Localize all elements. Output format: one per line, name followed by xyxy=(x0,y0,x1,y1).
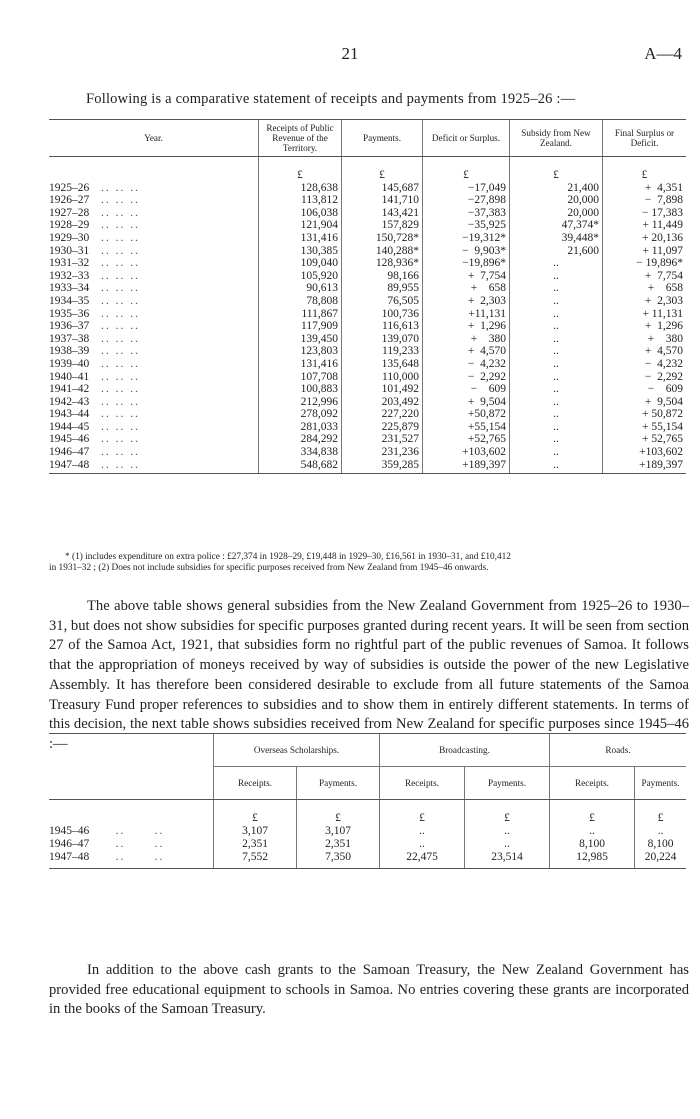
receipts-cell: 131,416 xyxy=(259,358,342,371)
deficit-cell: −17,049 xyxy=(423,182,510,195)
payments-cell: 100,736 xyxy=(342,308,423,321)
subsidy-cell: .. xyxy=(510,371,603,384)
final-cell: + 11,097 xyxy=(603,245,687,258)
footnote-line: * (1) includes expenditure on extra police : £27,374 in 1928–29, £19,448 in 1929–30, £16,561 in 1930–31, and £10,412 xyxy=(65,552,511,562)
subheader-payments: Payments. xyxy=(297,767,380,800)
unit-cell: £ xyxy=(214,800,297,826)
subsidy-cell: 21,400 xyxy=(510,182,603,195)
year-label: 1945–46 xyxy=(49,825,90,837)
value-cell: 2,351 xyxy=(297,838,380,851)
final-cell: + 52,765 xyxy=(603,433,687,446)
header-year-blank xyxy=(49,734,214,800)
leader-dots: .. .. .. xyxy=(101,420,140,433)
receipts-cell: 131,416 xyxy=(259,232,342,245)
paragraph-subsidies xyxy=(49,597,689,755)
table-row xyxy=(49,282,686,295)
payments-cell: 157,829 xyxy=(342,219,423,232)
table-row xyxy=(49,320,686,333)
payments-cell: 143,421 xyxy=(342,207,423,220)
leader-dots: .. .. .. xyxy=(101,383,140,396)
receipts-cell: 281,033 xyxy=(259,421,342,434)
table-group-header-row xyxy=(49,734,686,767)
deficit-cell: + 4,570 xyxy=(423,345,510,358)
year-cell xyxy=(49,345,259,358)
leader-dots: .. .. .. xyxy=(101,282,140,295)
value-cell: 3,107 xyxy=(214,825,297,838)
subsidy-cell: .. xyxy=(510,320,603,333)
subsidy-cell: .. xyxy=(510,421,603,434)
year-cell xyxy=(49,257,259,270)
final-cell: + 50,872 xyxy=(603,408,687,421)
payments-cell: 359,285 xyxy=(342,459,423,474)
year-label: 1934–35 xyxy=(49,294,90,307)
receipts-cell: 90,613 xyxy=(259,282,342,295)
header-group-scholarships: Overseas Scholarships. xyxy=(214,734,380,767)
year-cell xyxy=(49,333,259,346)
leader-dots: .. .. .. xyxy=(101,181,140,194)
header-final: Final Surplus or Deficit. xyxy=(603,120,687,157)
leader-dots: .. .. xyxy=(101,838,165,850)
deficit-cell: + 1,296 xyxy=(423,320,510,333)
payments-cell: 231,236 xyxy=(342,446,423,459)
year-label: 1935–36 xyxy=(49,307,90,320)
year-cell xyxy=(49,433,259,446)
receipts-cell: 105,920 xyxy=(259,270,342,283)
table-row xyxy=(49,396,686,409)
year-label: 1937–38 xyxy=(49,332,90,345)
deficit-cell: +55,154 xyxy=(423,421,510,434)
leader-dots: .. .. xyxy=(101,851,165,863)
payments-cell: 203,492 xyxy=(342,396,423,409)
receipts-cell: 113,812 xyxy=(259,194,342,207)
subheader-receipts: Receipts. xyxy=(380,767,465,800)
table-row xyxy=(49,446,686,459)
header-group-roads: Roads. xyxy=(550,734,687,767)
deficit-cell: −37,383 xyxy=(423,207,510,220)
final-cell: + 11,131 xyxy=(603,308,687,321)
unit-cell xyxy=(49,157,259,182)
table-row xyxy=(49,433,686,446)
year-label: 1930–31 xyxy=(49,244,90,257)
deficit-cell: −19,312* xyxy=(423,232,510,245)
leader-dots: .. .. .. xyxy=(101,357,140,370)
year-label: 1927–28 xyxy=(49,206,90,219)
final-cell: − 17,383 xyxy=(603,207,687,220)
value-cell: .. xyxy=(550,825,635,838)
payments-cell: 89,955 xyxy=(342,282,423,295)
table-row xyxy=(49,421,686,434)
final-cell: + 9,504 xyxy=(603,396,687,409)
receipts-cell: 334,838 xyxy=(259,446,342,459)
subsidy-cell: 47,374* xyxy=(510,219,603,232)
year-cell xyxy=(49,358,259,371)
subsidy-cell: .. xyxy=(510,446,603,459)
deficit-cell: − 609 xyxy=(423,383,510,396)
value-cell: 20,224 xyxy=(635,851,687,869)
year-cell xyxy=(49,232,259,245)
unit-row xyxy=(49,800,686,826)
receipts-cell: 139,450 xyxy=(259,333,342,346)
payments-cell: 128,936* xyxy=(342,257,423,270)
table-row xyxy=(49,182,686,195)
unit-cell: £ xyxy=(342,157,423,182)
year-label: 1928–29 xyxy=(49,219,90,232)
payments-cell: 119,233 xyxy=(342,345,423,358)
value-cell: 22,475 xyxy=(380,851,465,869)
value-cell: 2,351 xyxy=(214,838,297,851)
year-cell xyxy=(49,371,259,384)
year-label: 1936–37 xyxy=(49,320,90,333)
deficit-cell: − 9,903* xyxy=(423,245,510,258)
header-payments: Payments. xyxy=(342,120,423,157)
leader-dots: .. .. .. xyxy=(101,257,140,270)
final-cell: − 19,896* xyxy=(603,257,687,270)
table-row xyxy=(49,825,686,838)
payments-cell: 140,288* xyxy=(342,245,423,258)
subsidy-cell: 20,000 xyxy=(510,194,603,207)
table-row xyxy=(49,345,686,358)
value-cell: .. xyxy=(380,825,465,838)
value-cell: .. xyxy=(635,825,687,838)
value-cell: 12,985 xyxy=(550,851,635,869)
final-cell: + 2,303 xyxy=(603,295,687,308)
leader-dots: .. .. .. xyxy=(101,231,140,244)
header-deficit: Deficit or Surplus. xyxy=(423,120,510,157)
final-cell: + 4,351 xyxy=(603,182,687,195)
final-cell: +103,602 xyxy=(603,446,687,459)
year-cell xyxy=(49,838,214,851)
year-label: 1941–42 xyxy=(49,383,90,396)
year-cell xyxy=(49,408,259,421)
year-label: 1946–47 xyxy=(49,446,90,459)
subsidy-cell: .. xyxy=(510,257,603,270)
subsidy-cell: 20,000 xyxy=(510,207,603,220)
leader-dots: .. .. .. xyxy=(101,244,140,257)
subsidy-cell: 21,600 xyxy=(510,245,603,258)
subsidy-cell: .. xyxy=(510,308,603,321)
header-year: Year. xyxy=(49,120,259,157)
deficit-cell: + 9,504 xyxy=(423,396,510,409)
year-cell xyxy=(49,825,214,838)
header-subsidy: Subsidy from New Zealand. xyxy=(510,120,603,157)
deficit-cell: +50,872 xyxy=(423,408,510,421)
deficit-cell: + 2,303 xyxy=(423,295,510,308)
final-cell: − 2,292 xyxy=(603,371,687,384)
final-cell: + 55,154 xyxy=(603,421,687,434)
final-cell: + 7,754 xyxy=(603,270,687,283)
receipts-cell: 123,803 xyxy=(259,345,342,358)
leader-dots: .. .. .. xyxy=(101,433,140,446)
receipts-cell: 100,883 xyxy=(259,383,342,396)
final-cell: + 1,296 xyxy=(603,320,687,333)
year-cell xyxy=(49,207,259,220)
final-cell: + 380 xyxy=(603,333,687,346)
receipts-cell: 284,292 xyxy=(259,433,342,446)
table-row xyxy=(49,232,686,245)
deficit-cell: + 7,754 xyxy=(423,270,510,283)
unit-cell: £ xyxy=(297,800,380,826)
leader-dots: .. .. .. xyxy=(101,194,140,207)
deficit-cell: +11,131 xyxy=(423,308,510,321)
table-row xyxy=(49,333,686,346)
document-reference: A—4 xyxy=(644,44,682,63)
subsidy-cell: .. xyxy=(510,396,603,409)
deficit-cell: −27,898 xyxy=(423,194,510,207)
final-cell: +189,397 xyxy=(603,459,687,474)
paragraph-text: In addition to the above cash grants to the Samoan Treasury, the New Zealand Government has provided free educational equipment to schools in Samoa. No entries covering these grants are incorporated in the books of the Samoan Treasury. xyxy=(49,962,689,1018)
value-cell: .. xyxy=(465,838,550,851)
deficit-cell: + 658 xyxy=(423,282,510,295)
year-cell xyxy=(49,459,259,474)
subsidy-cell: 39,448* xyxy=(510,232,603,245)
unit-cell: £ xyxy=(465,800,550,826)
payments-cell: 101,492 xyxy=(342,383,423,396)
receipts-cell: 130,385 xyxy=(259,245,342,258)
payments-cell: 145,687 xyxy=(342,182,423,195)
deficit-cell: − 4,232 xyxy=(423,358,510,371)
subheader-receipts: Receipts. xyxy=(550,767,635,800)
receipts-cell: 212,996 xyxy=(259,396,342,409)
payments-cell: 135,648 xyxy=(342,358,423,371)
year-label: 1931–32 xyxy=(49,257,90,270)
final-cell: − 4,232 xyxy=(603,358,687,371)
year-label: 1926–27 xyxy=(49,194,90,207)
year-cell xyxy=(49,320,259,333)
year-label: 1945–46 xyxy=(49,433,90,446)
table-row xyxy=(49,838,686,851)
year-label: 1932–33 xyxy=(49,269,90,282)
year-cell xyxy=(49,396,259,409)
leader-dots: .. .. .. xyxy=(101,307,140,320)
leader-dots: .. .. .. xyxy=(101,219,140,232)
subsidy-cell: .. xyxy=(510,358,603,371)
unit-cell: £ xyxy=(510,157,603,182)
receipts-payments-table xyxy=(49,119,686,474)
receipts-cell: 106,038 xyxy=(259,207,342,220)
subsidy-cell: .. xyxy=(510,433,603,446)
deficit-cell: +52,765 xyxy=(423,433,510,446)
year-cell xyxy=(49,219,259,232)
subsidy-cell: .. xyxy=(510,282,603,295)
unit-cell: £ xyxy=(550,800,635,826)
table-row xyxy=(49,295,686,308)
leader-dots: .. .. .. xyxy=(101,206,140,219)
year-label: 1929–30 xyxy=(49,231,90,244)
payments-cell: 231,527 xyxy=(342,433,423,446)
receipts-cell: 121,904 xyxy=(259,219,342,232)
receipts-cell: 128,638 xyxy=(259,182,342,195)
year-cell xyxy=(49,383,259,396)
subsidy-cell: .. xyxy=(510,270,603,283)
leader-dots: .. .. .. xyxy=(101,395,140,408)
subheader-payments: Payments. xyxy=(635,767,687,800)
payments-cell: 98,166 xyxy=(342,270,423,283)
year-cell xyxy=(49,851,214,869)
subsidy-cell: .. xyxy=(510,333,603,346)
value-cell: .. xyxy=(380,838,465,851)
receipts-cell: 548,682 xyxy=(259,459,342,474)
payments-cell: 141,710 xyxy=(342,194,423,207)
year-cell xyxy=(49,194,259,207)
header-group-broadcasting: Broadcasting. xyxy=(380,734,550,767)
final-cell: − 609 xyxy=(603,383,687,396)
specific-subsidies-table xyxy=(49,733,686,869)
leader-dots: .. .. .. xyxy=(101,294,140,307)
leader-dots: .. .. .. xyxy=(101,370,140,383)
paragraph-educational-equipment xyxy=(49,961,689,1020)
leader-dots: .. .. .. xyxy=(101,458,140,471)
year-cell xyxy=(49,308,259,321)
year-label: 1947–48 xyxy=(49,851,90,863)
payments-cell: 150,728* xyxy=(342,232,423,245)
unit-cell: £ xyxy=(380,800,465,826)
year-label: 1925–26 xyxy=(49,181,90,194)
unit-cell-blank xyxy=(49,800,214,826)
final-cell: − 7,898 xyxy=(603,194,687,207)
leader-dots: .. .. .. xyxy=(101,446,140,459)
receipts-cell: 109,040 xyxy=(259,257,342,270)
final-cell: + 4,570 xyxy=(603,345,687,358)
payments-cell: 110,000 xyxy=(342,371,423,384)
year-label: 1940–41 xyxy=(49,370,90,383)
intro-text: Following is a comparative statement of receipts and payments from 1925–26 :— xyxy=(86,91,576,107)
final-cell: + 658 xyxy=(603,282,687,295)
value-cell: 8,100 xyxy=(635,838,687,851)
payments-cell: 227,220 xyxy=(342,408,423,421)
page-number: 21 xyxy=(341,44,359,63)
deficit-cell: +189,397 xyxy=(423,459,510,474)
value-cell: 7,552 xyxy=(214,851,297,869)
receipts-cell: 107,708 xyxy=(259,371,342,384)
table-row xyxy=(49,371,686,384)
deficit-cell: −19,896* xyxy=(423,257,510,270)
final-cell: + 20,136 xyxy=(603,232,687,245)
subheader-payments: Payments. xyxy=(465,767,550,800)
year-cell xyxy=(49,295,259,308)
year-label: 1939–40 xyxy=(49,357,90,370)
value-cell: .. xyxy=(465,825,550,838)
subsidy-cell: .. xyxy=(510,383,603,396)
payments-cell: 76,505 xyxy=(342,295,423,308)
year-label: 1947–48 xyxy=(49,458,90,471)
receipts-cell: 117,909 xyxy=(259,320,342,333)
unit-cell: £ xyxy=(259,157,342,182)
year-cell xyxy=(49,182,259,195)
value-cell: 23,514 xyxy=(465,851,550,869)
table-row xyxy=(49,207,686,220)
payments-cell: 116,613 xyxy=(342,320,423,333)
unit-cell: £ xyxy=(635,800,687,826)
table-row xyxy=(49,408,686,421)
subsidy-cell: .. xyxy=(510,459,603,474)
receipts-cell: 78,808 xyxy=(259,295,342,308)
table-row xyxy=(49,194,686,207)
table-row xyxy=(49,459,686,474)
unit-cell: £ xyxy=(603,157,687,182)
subheader-receipts: Receipts. xyxy=(214,767,297,800)
year-cell xyxy=(49,282,259,295)
table-row xyxy=(49,245,686,258)
year-label: 1946–47 xyxy=(49,838,90,850)
deficit-cell: −35,925 xyxy=(423,219,510,232)
deficit-cell: +103,602 xyxy=(423,446,510,459)
leader-dots: .. .. .. xyxy=(101,332,140,345)
subsidy-cell: .. xyxy=(510,408,603,421)
payments-cell: 225,879 xyxy=(342,421,423,434)
subsidy-cell: .. xyxy=(510,295,603,308)
year-label: 1944–45 xyxy=(49,420,90,433)
subsidy-cell: .. xyxy=(510,345,603,358)
year-label: 1933–34 xyxy=(49,282,90,295)
paragraph-text: The above table shows general subsidies from the New Zealand Government from 1925–26 to 1930–31, but does not show subsidies for specific purposes granted during recent years. It will be seen from section 27 of the Samoa Act, 1921, that subsidies form no rightful part of the public revenues of Samoa. It follows that the appropriation of moneys received by way of subsidies is outside the power of the new Legislative Assembly. It has therefore been considered desirable to exclude from all future statements of the Samoa Treasury Fund proper references to subsidies and to show them in entirely different statements. In terms of this decision, the next table shows subsidies received from New Zealand for specific purposes since 1945–46 :— xyxy=(49,598,689,752)
table-row xyxy=(49,257,686,270)
receipts-cell: 111,867 xyxy=(259,308,342,321)
value-cell: 7,350 xyxy=(297,851,380,869)
table-header-row xyxy=(49,120,686,157)
table-row xyxy=(49,851,686,869)
year-label: 1938–39 xyxy=(49,345,90,358)
table-row xyxy=(49,358,686,371)
year-cell xyxy=(49,245,259,258)
table-row xyxy=(49,270,686,283)
table-row xyxy=(49,219,686,232)
value-cell: 3,107 xyxy=(297,825,380,838)
year-cell xyxy=(49,270,259,283)
leader-dots: .. .. .. xyxy=(101,345,140,358)
unit-row xyxy=(49,157,686,182)
leader-dots: .. .. .. xyxy=(101,408,140,421)
receipts-cell: 278,092 xyxy=(259,408,342,421)
deficit-cell: − 2,292 xyxy=(423,371,510,384)
payments-cell: 139,070 xyxy=(342,333,423,346)
year-label: 1942–43 xyxy=(49,395,90,408)
leader-dots: .. .. .. xyxy=(101,320,140,333)
footnote-line: in 1931–32 ; (2) Does not include subsidies for specific purposes received from New Zealand from 1945–46 onwards. xyxy=(49,563,489,573)
year-label: 1943–44 xyxy=(49,408,90,421)
year-cell xyxy=(49,446,259,459)
header-receipts: Receipts of Public Revenue of the Territory. xyxy=(259,120,342,157)
leader-dots: .. .. xyxy=(101,825,165,837)
deficit-cell: + 380 xyxy=(423,333,510,346)
final-cell: + 11,449 xyxy=(603,219,687,232)
footnote xyxy=(49,552,689,574)
leader-dots: .. .. .. xyxy=(101,269,140,282)
table-row xyxy=(49,383,686,396)
unit-cell: £ xyxy=(423,157,510,182)
year-cell xyxy=(49,421,259,434)
value-cell: 8,100 xyxy=(550,838,635,851)
table-row xyxy=(49,308,686,321)
